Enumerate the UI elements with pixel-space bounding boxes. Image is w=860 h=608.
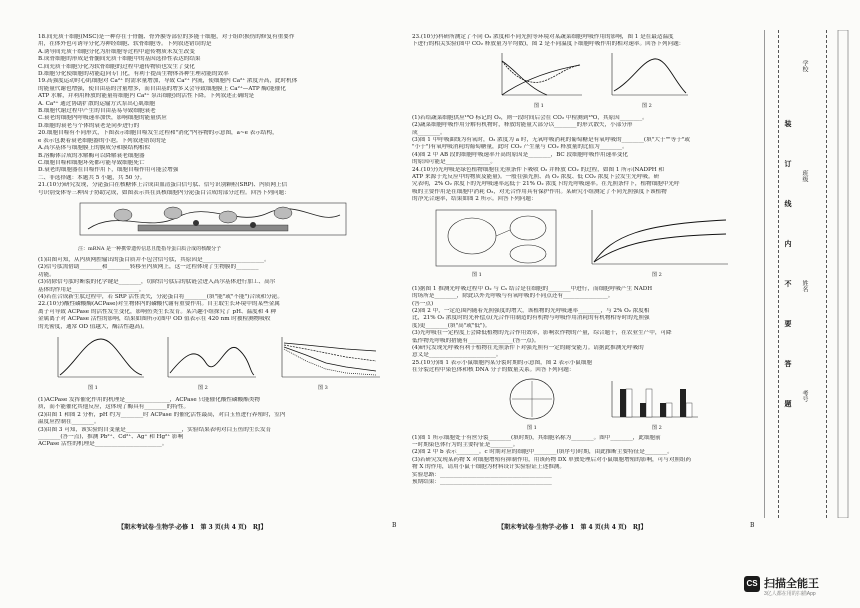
text-line: A.高尔基体与细胞膜上的膜成分和膜结构相似 [38, 145, 151, 152]
text-line: "小于")有氧呼吸消耗的葡萄糖量，此时 CO₂ 产生量与 CO₂ 释放量的比值为________。 [412, 144, 628, 151]
text-line: C.间充质干细胞分化为软骨细胞的过程中遗传物质也发生了变化 [38, 63, 195, 70]
left-question-block-2 [38, 257, 388, 331]
text-line: 吸的主要作用是在细胞中消耗 O₂，对光合作用具有保护作用。某研究小组测定了不同光照强度下该植物 [412, 188, 667, 195]
binding-stub-label: 订 [784, 160, 793, 167]
text-line: (2)由图 1 和图 2 分析，pH 约为________时 ACPase 的催化活性最高，对白玉鱼进行养殖时，室内 [38, 411, 286, 418]
text-line: 24.(10分)光呼吸是绿色植物细胞在光照条件下吸收 O₂ 并释放 CO₂ 的过程，如图 1 所示(NADPH 和 [412, 166, 664, 173]
text-line: e 表示包裹着衰老细胞器的小泡。下列叙述错误的是 [38, 137, 167, 144]
binding-stub-field-label: 考号 [801, 390, 808, 402]
fig24 [412, 206, 757, 284]
left-page [38, 34, 388, 449]
binding-stub-label: 答 [784, 360, 793, 367]
text-line: 用，在体外也可诱导分化为神经细胞、软骨细胞等。下列叙述错误的是 [38, 41, 212, 48]
fig23-caption-2: 图 2 [642, 102, 652, 109]
text-line: ATP 水解，并利用释放的能量将细胞内 Ca²⁺ 泵出细胞)的活性下降。下列叙述正确的是 [38, 93, 255, 100]
text-line: B.细胞代谢过程中产生的自由基易导致细胞衰老 [38, 108, 156, 115]
binding-stub-label: 装 [784, 120, 793, 127]
text-line: D.细胞的衰老与个体的衰老是同步进行的 [38, 122, 140, 129]
left-question-block-3 [38, 397, 388, 449]
text-line: B.成骨细胞的形成是骨髓间充质干细胞中的基因选择性表达的结果 [38, 56, 201, 63]
fig21 [38, 199, 388, 255]
text-line: B.溶酶体合成的水解酶可以降解衰老细胞器 [38, 152, 145, 159]
fig23-caption-1: 图 1 [534, 102, 544, 109]
binding-line-2 [826, 30, 827, 518]
text-line: A. Ca²⁺ 通过协助扩散的运输方式泵出心肌细胞 [38, 100, 156, 107]
text-line: 18.间充质干细胞(MSC)是一种存在于骨髓、骨外膜等部位的多能干细胞，对于组织损伤的修复有重要作 [38, 34, 295, 40]
text-line: (3)若研究发现某药物 X 对细胞增殖有抑制作用，用该药物 DX 单独处理后对小鼠细胞增殖的影响，可与对照组药 [412, 456, 692, 463]
fig24-charts [432, 206, 732, 276]
text-line: (2)蔬菜细胞呼吸作用分解有机物时，释放的能量大部分以________的形式散失，小部分形 [412, 122, 633, 129]
text-line: C.衰老的细胞内呼吸速率加快，影响细胞的能量供应 [38, 115, 167, 122]
text-line: D.细胞分化使细胞的功能趋向专门化，有利于提高生物体各种生理功能的效率 [38, 71, 229, 78]
text-line: ATP 来源于光反应中的物质及能量)。一般在强光照、高 O₂ 浓度、低 CO₂ 浓度下会发生光呼吸。研 [412, 174, 660, 181]
fig25 [412, 377, 757, 433]
text-line: 二、非选择题：本题共 5 小题，共 50 分。 [38, 174, 146, 181]
text-line: 的原因可能是________________。 [412, 159, 496, 166]
fig22-caption-1: 图 1 [88, 385, 98, 391]
text-line: 实验思路：________________________________________ [412, 471, 552, 478]
text-line: 基体的作用是________________________。 [38, 286, 145, 293]
text-line: 23.(10分)科研所测定了不同 O₂ 浓度和不同光照等环境对某蔬菜细胞呼吸作用的影响，图 1 是在最适温度 [412, 34, 674, 40]
scanner-logo-badge: CS [744, 576, 760, 592]
text-line: (1)若给蔬菜细胞供应¹⁸O 标记的 O₂，则一段时间后会在 CO₂ 中检测到¹⁸O，其原因________。 [412, 114, 648, 121]
text-line: 20.细胞自噬有不同形式，下图表示细胞自噬发生过程和"消化"内容物的示意图，a~e 表示结构， [38, 130, 278, 137]
fig23-charts [492, 51, 692, 105]
binding-stub-field-label: 班级 [801, 170, 808, 182]
fig22 [38, 333, 388, 395]
left-question-block [38, 34, 388, 197]
text-line: ACPase 活性的机理是________________________。 [38, 441, 168, 448]
text-line: 究表明，2% O₂ 浓度下的光呼吸速率远低于 21% O₂ 浓度下的光呼吸速率。在光照条件下，植物细胞中光呼 [412, 181, 680, 188]
text-line: (4)若在合成新生肽过程中，若 SRP 活性丧失，分泌蛋白将________(填"能"或"不能")合成和分泌。 [38, 293, 283, 300]
text-line: (2)图 2 中，一定范围内随着光照强度的增大，该植物的光呼吸速率________，与 2% O₂ 浓度相 [412, 307, 650, 314]
text-line: 在分裂过程中染色体和核 DNA 分子的数量关系。回答下列问题： [412, 367, 575, 374]
right-question-block-2 [412, 115, 757, 204]
fig25-caption-1: 图 1 [527, 424, 537, 431]
binding-edge [836, 30, 850, 518]
text-line: (答一点) [412, 300, 434, 307]
scanner-logo-sub: 3亿人都在用的扫描App [764, 591, 816, 597]
binding-stub [764, 30, 817, 518]
right-question-block-3 [412, 286, 757, 375]
text-line: (1)据图 1 推测光呼吸过程中 O₂ 与 C₅ 结合是在细胞的________中进行，而细胞呼吸产生 NADH [412, 285, 653, 292]
text-line: A.诱导间充质干细胞分化为肝细胞等过程中遗传物质未发生改变 [38, 48, 195, 55]
text-line: 成________。 [412, 129, 446, 136]
text-line: 号识别受体等三种因子协助完成，如图表示其在真核细胞内分泌蛋白合成的部分过程。回答下列问题： [38, 189, 290, 196]
text-line: 金属离子对 ACPase 活性的影响，结果如图所示(图中 OD 值表示在 420 nm 时被检测物吸收 [38, 316, 271, 323]
text-line: 22.(10分)酸性磷酸酶(ACPase)对生物体内的磷酸代谢有重要作用。自主取生长环境中的某些金属 [38, 301, 280, 308]
text-line: 比，21% O₂ 浓度时的光补偿点(光合作用制造的有机物与呼吸作用消耗的有机物相等时的光照强 [412, 315, 650, 322]
text-line: 19.高强度运动时心肌细胞对 Ca²⁺ 的需求量增加，导致 Ca²⁺ 内流，使细胞内 Ca²⁺ 浓度升高，此时机体 [38, 78, 298, 85]
scanner-logo [744, 572, 860, 608]
text-line: 物 X 的作用，请用小鼠干细胞为材料设计实验验证上述推测。 [412, 464, 565, 471]
text-line: (1)图 1 所示细胞处于有丝分裂________(填时期)，其细胞名称为________。图中________，此细胞前 [412, 434, 661, 441]
text-line: 低作物光呼吸的措施有________________(答一点)。 [412, 337, 540, 344]
fig22-caption-3: 图 3 [318, 385, 328, 391]
fig23 [412, 51, 757, 113]
text-line: 一时期染色体行为的主要特征是________。 [412, 441, 519, 448]
text-line: D.衰老的细胞器在自噬作用下，细胞自噬作用可能会增强 [38, 167, 179, 174]
text-line: 21.(10分)研究发现，分泌蛋白在核糖体上合成由血清蛋白信号肽、信号识别颗粒(SRP)、内质网上信 [38, 182, 288, 189]
binding-line [778, 30, 779, 518]
text-line: 功能。 [38, 271, 55, 278]
left-page-letter: B [392, 522, 397, 529]
binding-stub-label: 题 [784, 400, 793, 407]
text-line: 离子可导致 ACPase 的活性发生变化，影响鱼类生长发育。某兴趣小组探究了 pH、温度和 4 种 [38, 308, 277, 315]
text-line: (4)研究发现光呼吸有利于植物在光照条件下对强光照有一定的耐受能力。请据此推测光呼吸的 [412, 344, 644, 351]
text-line: 的光密度，通常 OD 值越大，酶活性越高)。 [38, 323, 148, 330]
scanner-logo-name: 扫描全能王 [764, 578, 819, 590]
text-line: C.细胞自噬和细胞坏死都可能导致细胞死亡 [38, 159, 145, 166]
fig24-caption-2: 图 2 [652, 271, 662, 278]
fig25-caption-2: 图 2 [652, 424, 662, 431]
text-line: (1)由图可知，从内质网腔输出的蛋白质并不包含信号肽，其原因是______________________。 [38, 256, 270, 263]
text-line: (3)光呼吸在一定程度上会降低植物的光合作用效率，影响农作物的产量，综合题干，在农业生产中，可降 [412, 330, 672, 337]
right-footer: 【期末考试卷·生物学·必修 1 第 4 页(共 4 页) RJ】 [498, 524, 647, 531]
binding-stub-label: 不 [784, 280, 793, 287]
fig22-charts [46, 333, 386, 387]
text-line: 度)更________(填"高"或"低")。 [412, 322, 491, 329]
text-line: 意义是________________________。 [412, 352, 502, 359]
right-page-letter: B [750, 522, 755, 529]
binding-stub-label: 线 [784, 200, 793, 207]
text-line: (2)图 2 中 b 表示________。c 时期对应的细胞中________(填序号)时期，由此推断主要特征是________。 [412, 449, 673, 456]
text-line: 下进行的相关实验(图中 CO₂ 释放量为平均数)，图 2 是不同温度下细胞呼吸作用的相对速率。回答下列问题： [412, 41, 685, 48]
text-line: (3)由图 3 可知，该实验的自变量是____________________，实验结果表明对白玉鱼的生长发育 [38, 426, 272, 433]
text-line: 的净光合速率，结果如图 2 所示。回答下列问题： [412, 196, 537, 203]
binding-stub-field-label: 姓名 [801, 280, 808, 292]
text-line: (1)ACPase 发挥催化作用的机理是________________，ACPase 只能催化酸性磷酸酯类物 [38, 397, 260, 403]
right-page [412, 34, 757, 486]
text-line: 预期结果：________________________________________ [412, 479, 552, 485]
right-question-block [412, 34, 757, 49]
text-line: 的场所是________，除此以外光呼吸与有氧呼吸的不同点还有________________。 [412, 293, 614, 300]
binding-stub-label: 要 [784, 320, 793, 327]
text-line: 的能量代谢也增强，使自由基的含量增多，而自由基的增多又会导致细胞膜上 Ca²⁺—ATP 酶(能催化 [38, 85, 286, 92]
text-line: 质，而不能催化其他反应，这体现了酶具有________的特性。 [38, 404, 190, 411]
fig24-caption-1: 图 1 [472, 271, 482, 278]
fig21-caption: 注：mRNA 是一种携带遗传信息且能指导蛋白质合成的核酸分子 [78, 245, 222, 252]
binding-stub-label: 内 [784, 240, 793, 247]
binding-stub-field-label: 学校 [801, 60, 808, 72]
text-line: (4)图 2 中 AB 段的细胞呼吸速率升高的原因是________，BC 段细胞呼吸作用速率变化 [412, 151, 629, 158]
text-line: (2)信号肽需借助________和________转移至内质网上，这一过程体现了生物膜的________ [38, 264, 259, 271]
text-line: 25.(10分)图 1 表示小鼠细胞内某分裂时期的示意图，图 2 表示小鼠细胞 [412, 359, 593, 366]
right-question-block-4 [412, 435, 757, 487]
fig22-caption-2: 图 2 [198, 385, 208, 391]
text-line: ________(答一点)，推测 Pb²⁺、Cd²⁺、Ag⁺ 和 Hg²⁺ 影响 [38, 434, 184, 441]
text-line: (3)切除信号肽时断裂的化学键是________，切除信号肽后的肽链会进入高尔基体进行加工、高尔 [38, 279, 276, 286]
fig21-diagram [78, 199, 348, 245]
fig25-charts [502, 377, 702, 427]
text-line: 温度应控制在________。 [38, 419, 100, 426]
text-line: (3)图 1 中呼吸曲线为有氧时，O₂ 浓度为 a 时，无氧呼吸消耗的葡萄糖是有氧呼吸的________(填"大于""等于"或 [412, 137, 690, 144]
left-footer: 【期末考试卷·生物学·必修 1 第 3 页(共 4 页) RJ】 [118, 524, 267, 531]
